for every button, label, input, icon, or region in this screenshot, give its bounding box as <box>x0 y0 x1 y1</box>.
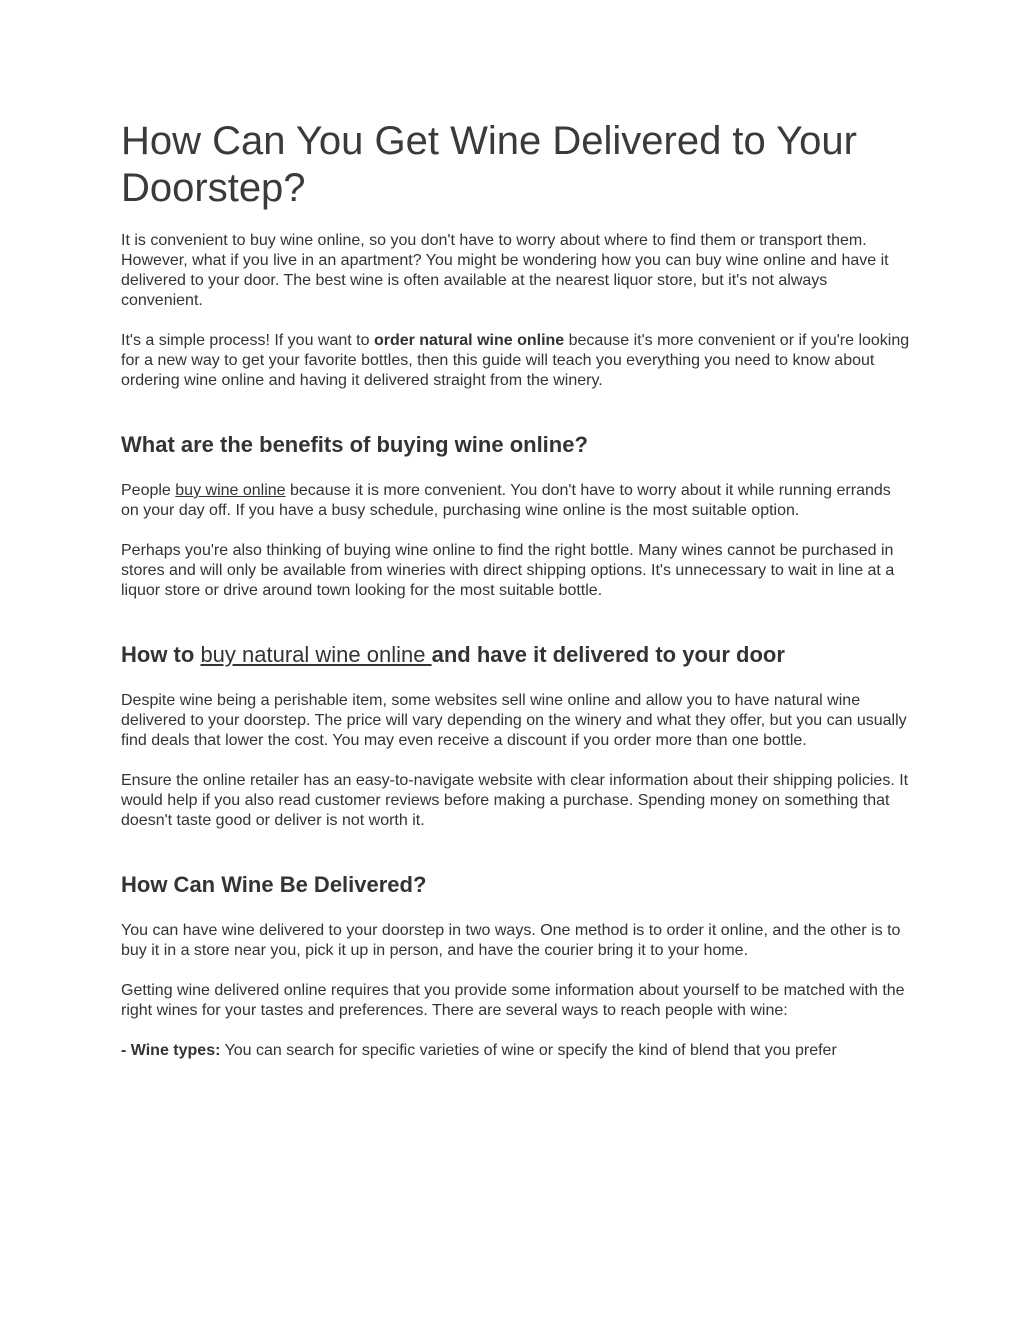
benefits-p1-text-after: because it is more convenient. You don't have to worry about it while running errands on your day off. If you have a busy schedule, purchasing wine online is the most suitable option. <box>121 482 891 519</box>
document-page <box>121 118 911 1081</box>
benefits-paragraph-2: Perhaps you're also thinking of buying wine online to find the right bottle. Many wines cannot be purchased in stores and will only be available from wineries with direct shipping options. It's unnecessary to wait in line at a liquor store or drive around town looking for the most suitable bottle. <box>121 542 895 599</box>
wine-types-text: You can search for specific varieties of wine or specify the kind of blend that you prefer <box>220 1042 837 1059</box>
intro-p2-text-after: because it's more convenient or if you're looking for a new way to get your favorite bottles, then this guide will teach you everything you need to know about ordering wine online and having it delivered straight from the winery. <box>121 332 910 389</box>
intro-paragraph-2 <box>121 331 911 391</box>
benefits-heading: What are the benefits of buying wine online? <box>121 432 588 457</box>
delivered-paragraph-2: Getting wine delivered online requires that you provide some information about yourself to be matched with the right wines for your tastes and preferences. There are several ways to reach people with wine: <box>121 982 905 1019</box>
delivered-paragraph-3 <box>121 1041 911 1061</box>
howto-heading-before: How to <box>121 642 201 667</box>
howto-paragraph-1: Despite wine being a perishable item, some websites sell wine online and allow you to have natural wine delivered to your doorstep. The price will vary depending on the winery and what they offer, but you can usually find deals that lower the cost. You may even receive a discount if you order more than one bottle. <box>121 692 907 749</box>
intro-paragraph-1: It is convenient to buy wine online, so you don't have to worry about where to find them or transport them. However, what if you live in an apartment? You might be wondering how you can buy wine online and have it delivered to your door. The best wine is often available at the nearest liquor store, but it's not always convenient. <box>121 232 889 309</box>
buy-natural-wine-online-link[interactable]: buy natural wine online <box>200 642 432 667</box>
howto-paragraph-2: Ensure the online retailer has an easy-to-navigate website with clear information about their shipping policies. It would help if you also read customer reviews before making a purchase. Spending money on something that doesn't taste good or deliver is not worth it. <box>121 772 909 829</box>
howto-heading-after: and have it delivered to your door <box>431 642 785 667</box>
benefits-p1-text-before: People <box>121 482 176 499</box>
intro-p2-bold-phrase: order natural wine online <box>373 332 565 349</box>
buy-wine-online-link[interactable]: buy wine online <box>175 482 286 499</box>
delivered-heading: How Can Wine Be Delivered? <box>121 872 427 897</box>
benefits-paragraph-1 <box>121 481 911 521</box>
delivered-paragraph-1: You can have wine delivered to your doorstep in two ways. One method is to order it online, and the other is to buy it in a store near you, pick it up in person, and have the courier bring it to your home. <box>121 922 901 959</box>
intro-p2-text-before: It's a simple process! If you want to <box>121 332 374 349</box>
howto-heading <box>121 641 911 669</box>
page-title: How Can You Get Wine Delivered to Your Doorstep? <box>121 119 857 210</box>
wine-types-label: - Wine types: <box>121 1042 221 1059</box>
